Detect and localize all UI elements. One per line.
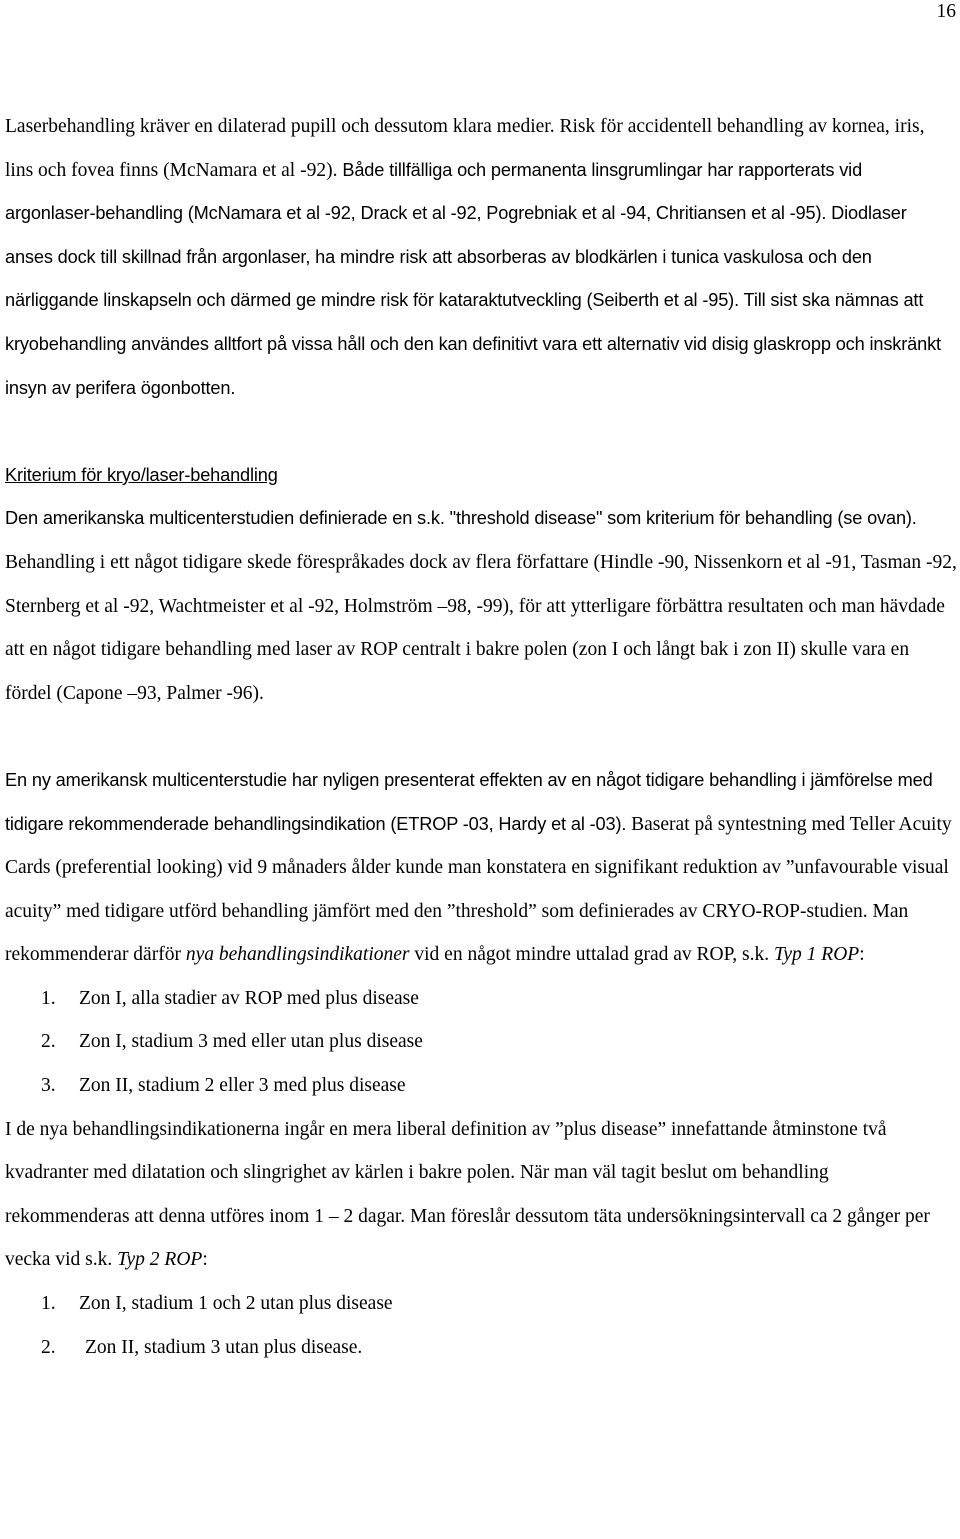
list-number: 3. (41, 1075, 56, 1097)
type1-rop-list (5, 977, 957, 1108)
list-text: Zon I, stadium 1 och 2 utan plus disease (79, 1293, 393, 1315)
list-text: Zon I, alla stadier av ROP med plus disease (79, 987, 419, 1009)
punctuation: : (202, 1249, 208, 1271)
list-text: Zon II, stadium 3 utan plus disease. (85, 1336, 363, 1358)
punctuation: : (859, 944, 865, 966)
list-item (5, 1020, 957, 1064)
section-heading: Kriterium för kryo/laser-behandling (5, 464, 278, 485)
paragraph-etrop (5, 759, 957, 977)
sentence: vid en något mindre uttalad grad av ROP, s.k. (414, 944, 770, 966)
sentence: Laserbehandling kräver en dilaterad pupill och dessutom klara medier. (5, 116, 555, 137)
sentence: Risk för accidentell behandling av kornea, iris, lins och fovea finns (McNamara et al -92). (5, 116, 925, 181)
page-number: 16 (936, 1, 956, 22)
paragraph-plus-disease (5, 1108, 957, 1282)
list-item (5, 1282, 957, 1326)
italic-term: Typ 2 ROP (117, 1249, 203, 1271)
document-body (5, 105, 957, 1369)
type2-rop-list (5, 1282, 957, 1369)
list-item (5, 977, 957, 1021)
spacer (5, 410, 957, 454)
spacer (5, 715, 957, 759)
italic-term: Typ 1 ROP (774, 944, 860, 966)
sentence: Diodlaser anses dock till skillnad från argonlaser, ha mindre risk att absorberas av blodkärlen i tunica vaskulosa och den närliggande linskapseln och därmed ge mindre risk för kataraktutveckling (Seiberth et al -95). Till sist ska nämnas att kryobehandling användes alltfort på vissa håll och den kan definitivt vara ett alternativ vid disig glaskropp och inskränkt insyn av perifera ögonbotten. (5, 203, 941, 398)
sentence: Behandling i ett något tidigare skede förespråkades dock av flera författare (Hindle -90, Nissenkorn et al -91, Tasman -92, Sternberg et al -92, Wachtmeister et al -92, Holmström –98, -99), för att ytterligare förbättra resultaten och man hävdade att en något tidigare behandling med laser av ROP centralt i bakre polen (zon I och långt bak i zon II) skulle vara en fördel (Capone –93, Palmer -96). (5, 551, 957, 704)
list-number: 2. (41, 1336, 56, 1358)
paragraph-laser-treatment (5, 105, 957, 410)
list-number: 1. (41, 987, 56, 1009)
sentence: Den amerikanska multicenterstudien definierade en s.k. "threshold disease" som kriterium för behandling (se ovan). (5, 508, 917, 529)
sentence: I de nya behandlingsindikationerna ingår en mera liberal definition av ”plus disease” innefattande åtminstone två kvadranter med dilatation och slingrighet av kärlen i bakre polen. När man väl tagit beslut om behandling rekommenderas att denna utföres inom 1 – 2 dagar. Man föreslår dessutom täta undersökningsintervall ca 2 gånger per vecka vid s.k. (5, 1118, 930, 1271)
sentence: Baserat på syntestning med Teller Acuity Cards (preferential looking) vid 9 månaders ålder kunde man konstatera en signifikant reduktion av ”unfavourable visual acuity” med tidigare utförd behandling jämfört med den ”threshold” som definierades av CRYO-ROP-studien. Man rekommenderar därför (5, 813, 952, 966)
list-text: Zon II, stadium 2 eller 3 med plus disease (79, 1075, 406, 1097)
paragraph-criterion (5, 497, 957, 715)
list-item (5, 1326, 957, 1370)
list-number: 1. (41, 1293, 56, 1315)
list-item (5, 1064, 957, 1108)
italic-term: nya behandlingsindikationer (185, 944, 410, 966)
sentence: Både tillfälliga och permanenta linsgrumlingar har rapporterats vid argonlaser-behandling (McNamara et al -92, Drack et al -92, Pogrebniak et al -94, Chritiansen et al -95). (5, 159, 863, 224)
sentence: En ny amerikansk multicenterstudie har nyligen presenterat effekten av en något tidigare behandling i jämförelse med tidigare rekommenderade behandlingsindikation (ETROP -03, Hardy et al -03). (5, 769, 933, 834)
list-text: Zon I, stadium 3 med eller utan plus disease (79, 1031, 423, 1053)
list-number: 2. (41, 1031, 56, 1053)
